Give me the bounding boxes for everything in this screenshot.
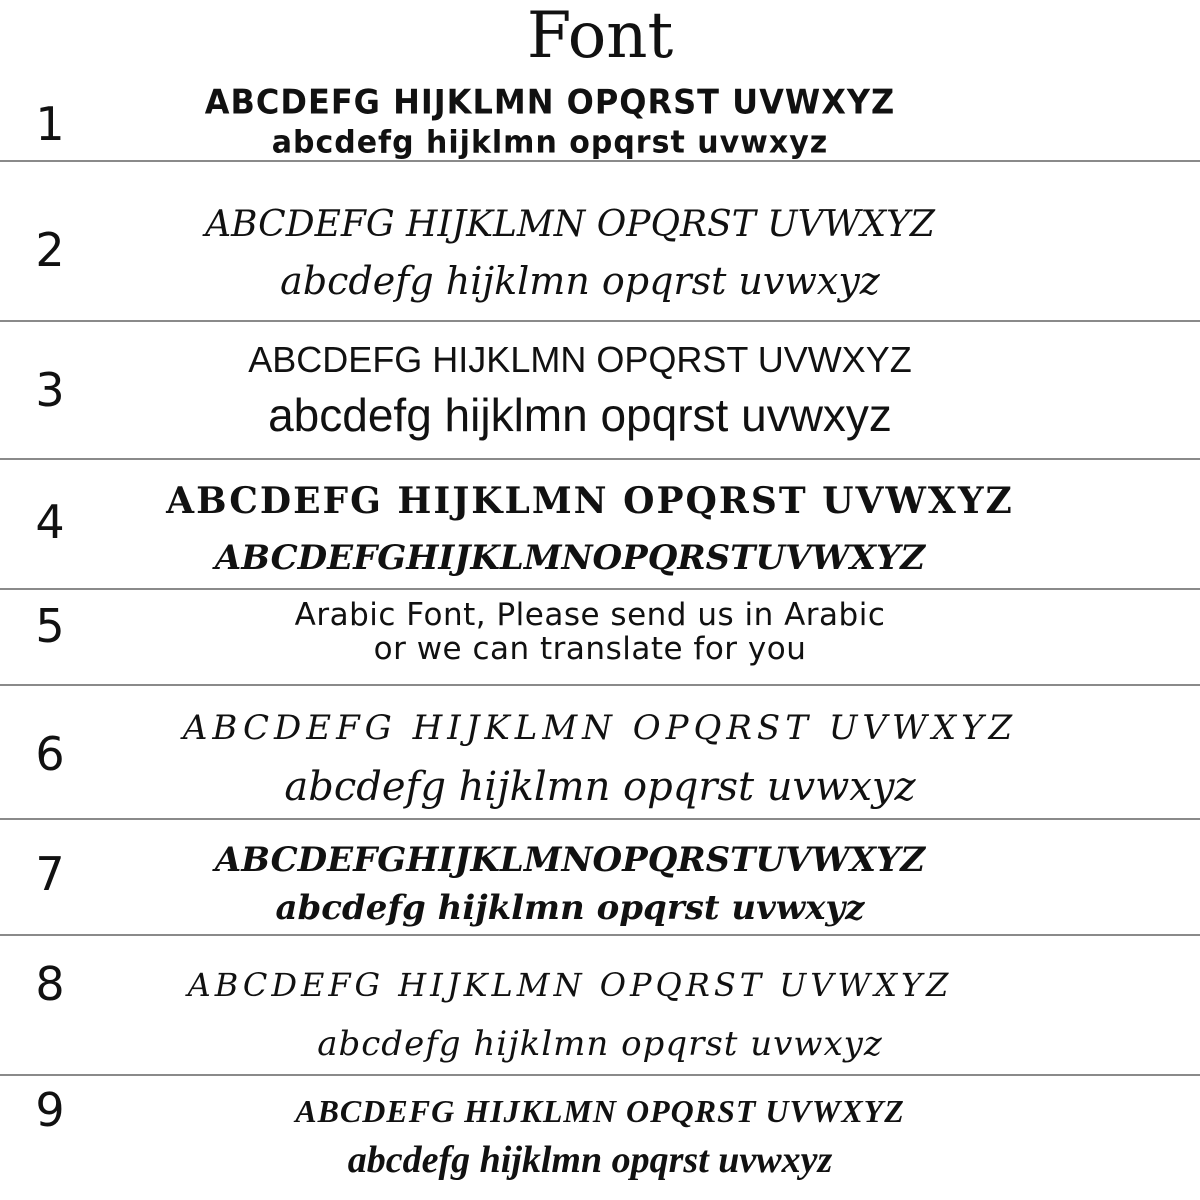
row-divider (0, 588, 1200, 590)
font-lowercase-sample: abcdefg hijklmn opqrst uvwxyz (317, 1024, 883, 1064)
font-lowercase-sample: ABCDEFGHIJKLMNOPQRSTUVWXYZ (214, 538, 926, 578)
font-lowercase-sample: abcdefg hijklmn opqrst uvwxyz (280, 259, 880, 303)
font-number: 4 (35, 495, 65, 549)
row-divider (0, 1074, 1200, 1076)
font-lowercase-sample: abcdefg hijklmn opqrst uvwxyz (284, 764, 916, 810)
font-uppercase-sample: ABCDEFG HIJKLMN OPQRST UVWXYZ (248, 339, 912, 380)
font-lowercase-sample: abcdefg hijklmn opqrst uvwxyz (271, 124, 829, 161)
font-lowercase-sample: abcdefg hijklmn opqrst uvwxyz (347, 1139, 833, 1181)
font-uppercase-sample: ABCDEFG HIJKLMN OPQRST UVWXYZ (166, 480, 1014, 522)
row-divider (0, 684, 1200, 686)
font-uppercase-sample: ABCDEFG HIJKLMN OPQRST UVWXYZ (187, 966, 953, 1004)
page-title: Font (526, 0, 674, 73)
row-divider (0, 320, 1200, 322)
font-number: 5 (35, 599, 65, 653)
font-uppercase-sample: ABCDEFG HIJKLMN OPQRST UVWXYZ (295, 1093, 905, 1129)
font-number: 6 (35, 727, 65, 781)
font-uppercase-sample: ABCDEFG HIJKLMN OPQRST UVWXYZ (205, 204, 935, 245)
font-number: 1 (35, 97, 65, 151)
font-lowercase-sample: abcdefg hijklmn opqrst uvwxyz (275, 888, 865, 928)
font-number: 3 (35, 363, 65, 417)
font-uppercase-sample: ABCDEFG HIJKLMN OPQRST UVWXYZ (204, 82, 896, 122)
row-divider (0, 458, 1200, 460)
row-divider (0, 934, 1200, 936)
arabic-font-note: Arabic Font, Please send us in Arabic (294, 597, 886, 633)
font-lowercase-sample: abcdefg hijklmn opqrst uvwxyz (268, 389, 892, 441)
font-number: 9 (35, 1083, 65, 1137)
font-number: 2 (35, 223, 65, 277)
font-uppercase-sample: ABCDEFG HIJKLMN OPQRST UVWXYZ (182, 708, 1018, 748)
font-number: 8 (35, 957, 65, 1011)
font-uppercase-sample: ABCDEFGHIJKLMNOPQRSTUVWXYZ (214, 840, 926, 880)
row-divider (0, 818, 1200, 820)
font-number: 7 (35, 847, 65, 901)
arabic-translate-note: or we can translate for you (373, 631, 807, 667)
